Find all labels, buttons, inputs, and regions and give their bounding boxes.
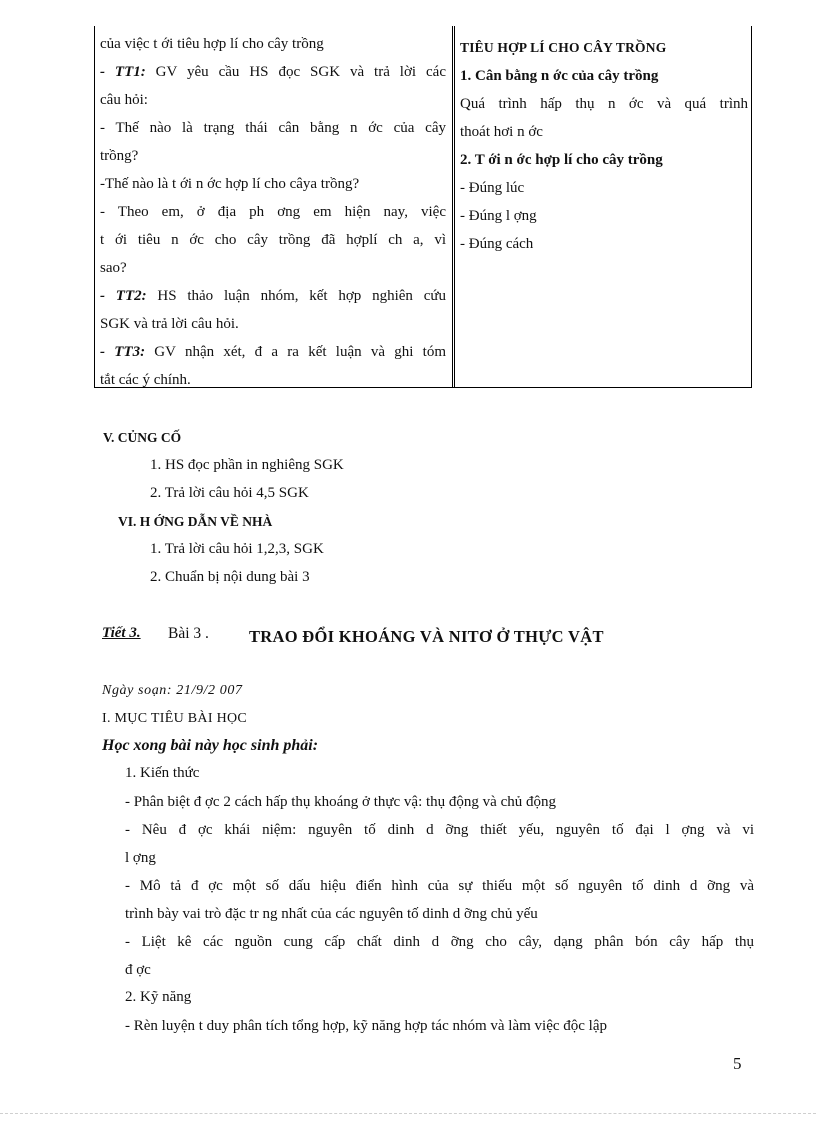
huongdan-item: 2. Chuẩn bị nội dung bài 3 [150,569,310,585]
table-left-text: - Thế nào là trạng thái cân bằng n ớc của cây [100,120,446,136]
knowledge-paragraph [125,788,754,984]
paragraph-line: - Liệt kê các nguồn cung cấp chất dinh d ỡng cho cây, dạng phân bón cây hấp thụ [125,934,754,950]
table-left-line [100,282,446,310]
prep-date: Ngày soạn: 21/9/2 007 [102,683,243,698]
cungco-item: 1. HS đọc phần in nghiêng SGK [150,457,344,473]
cungco-item: 2. Trả lời câu hỏi 4,5 SGK [150,485,309,501]
objectives-intro: Học xong bài này học sinh phải: [102,737,319,754]
paragraph-line: - Phân biệt đ ợc 2 cách hấp thụ khoáng ở thực vậ: thụ động và chủ động [125,794,556,810]
objectives-heading: I. MỤC TIÊU BÀI HỌC [102,711,248,726]
paragraph-line: l ợng [125,850,156,866]
table-left-text: - Theo em, ở địa ph ơng em hiện nay, việc [100,204,446,220]
lesson-period: Tiết 3. [102,625,141,641]
table-left-line [100,170,446,198]
table-left-line [100,338,446,366]
table-right-line: thoát hơi n ớc [460,124,543,140]
table-left-text: t ới tiêu n ớc cho cây trồng đã hợplí ch a, vì [100,232,446,248]
section-heading-huongdan: VI. H ỚNG DẪN VỀ NHÀ [118,514,273,529]
table-right-line: - Đúng lúc [460,180,525,196]
table-left-column [100,30,446,394]
table-left-text: của việc t ới tiêu hợp lí cho cây trồng [100,36,324,52]
skills-heading: 2. Kỹ năng [125,989,192,1005]
table-left-text: sao? [100,260,127,276]
table-left-line [100,30,446,58]
table-left-line [100,366,446,394]
table-left-line [100,86,446,114]
section-heading-cungco: V. CỦNG CỐ [103,430,182,445]
table-left-line [100,310,446,338]
activity-label: - TT1: [100,64,146,80]
knowledge-heading: 1. Kiến thức [125,765,200,781]
paragraph-line: - Nêu đ ợc khái niệm: nguyên tố dinh d ỡng thiết yếu, nguyên tố đại l ợng và vi [125,822,754,838]
activity-label: - TT3: [100,344,146,360]
table-left-line [100,58,446,86]
table-column-divider [452,26,455,387]
activity-table [94,26,752,388]
paragraph-line: đ ợc [125,962,151,978]
paragraph-line: - Rèn luyện t duy phân tích tổng hợp, kỹ năng hợp tác nhóm và làm việc độc lập [125,1018,608,1034]
table-left-text: -Thế nào là t ới n ớc hợp lí cho câya trồng? [100,176,360,192]
skills-paragraph [125,1012,754,1040]
huongdan-item: 1. Trả lời câu hỏi 1,2,3, SGK [150,541,324,557]
paragraph-line: trình bày vai trò đặc tr ng nhất của các nguyên tố dinh d ỡng chủ yếu [125,906,538,922]
table-left-text: trồng? [100,148,139,164]
lesson-number: Bài 3 . [168,625,209,642]
lesson-title: TRAO ĐỔI KHOÁNG VÀ NITƠ Ở THỰC VẬT [249,627,604,646]
activity-label: - TT2: [100,288,147,304]
table-left-line [100,198,446,226]
table-left-text: tắt các ý chính. [100,372,191,388]
table-left-line [100,226,446,254]
table-right-line: - Đúng l ợng [460,208,537,224]
table-right-line: 2. T ới n ớc hợp lí cho cây trồng [460,152,663,168]
table-left-text: HS thảo luận nhóm, kết hợp nghiên cứu [146,288,446,304]
table-left-line [100,114,446,142]
table-right-line: 1. Cân bằng n ớc của cây trồng [460,68,659,84]
table-right-line: - Đúng cách [460,236,534,252]
page-number: 5 [733,1054,742,1073]
table-left-text: SGK và trả lời câu hỏi. [100,316,239,332]
paragraph-line: - Mô tả đ ợc một số dấu hiệu điển hình của sự thiếu một số nguyên tố dinh d ỡng và [125,878,754,894]
table-left-line [100,254,446,282]
page-bottom-rule [0,1113,816,1114]
table-right-column [460,34,748,258]
table-left-text: câu hỏi: [100,92,148,108]
table-right-line: Quá trình hấp thụ n ớc và quá trình [460,96,748,112]
table-left-line [100,142,446,170]
table-left-text: GV yêu cầu HS đọc SGK và trả lời các [145,64,446,80]
table-right-line: TIÊU HỢP LÍ CHO CÂY TRỒNG [460,40,667,55]
table-left-text: GV nhận xét, đ a ra kết luận và ghi tóm [145,344,446,360]
